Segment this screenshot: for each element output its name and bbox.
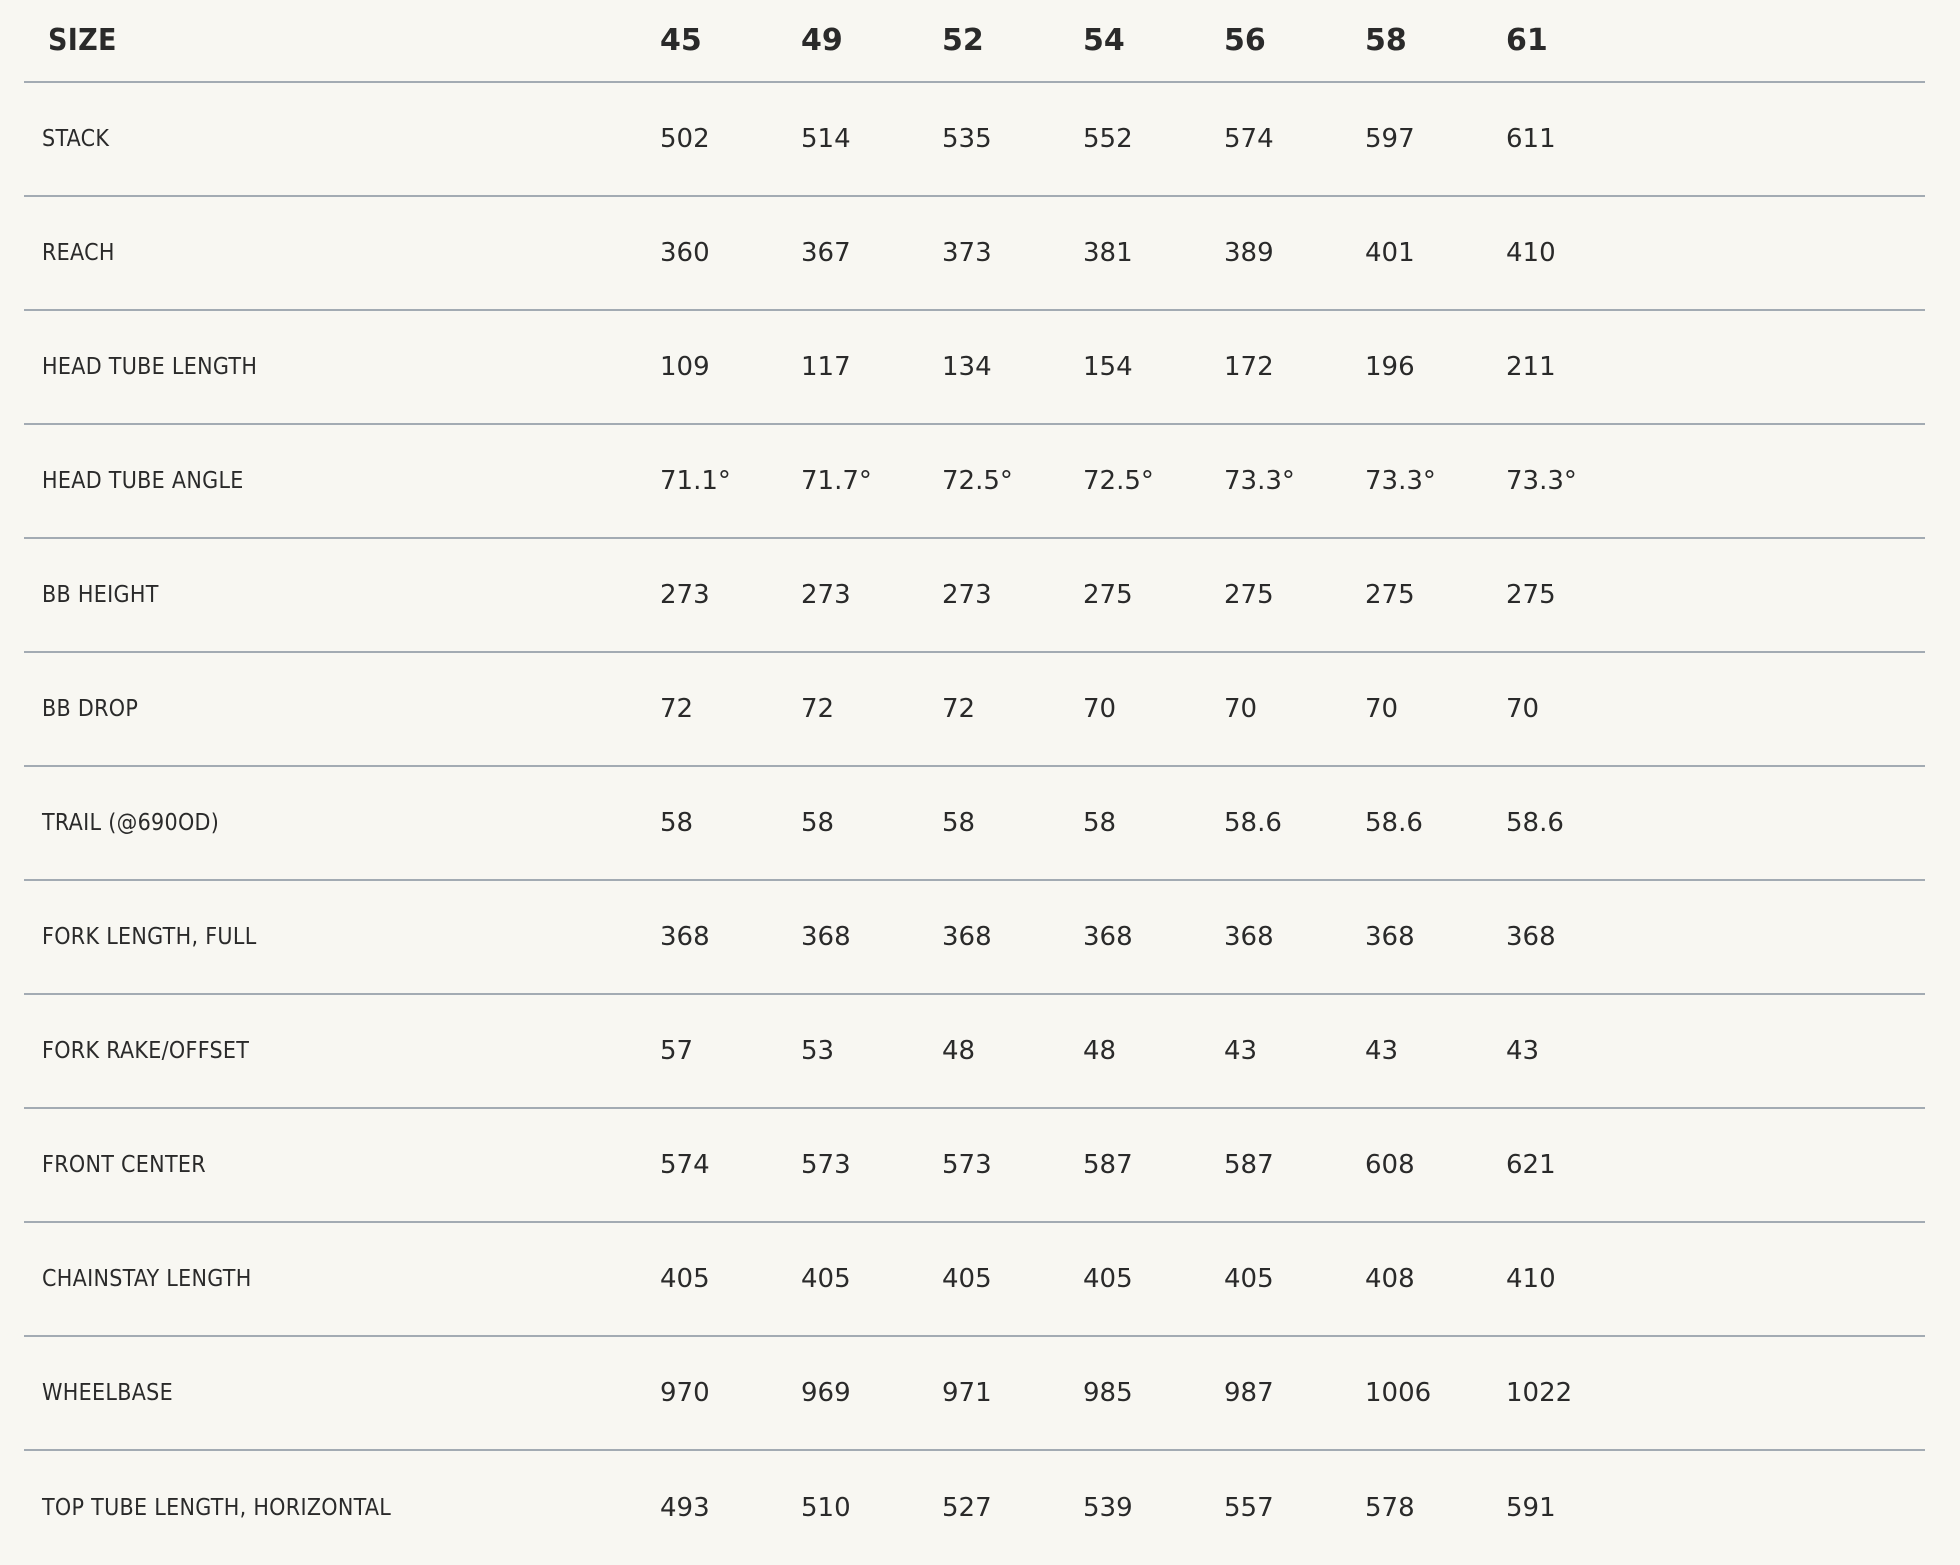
row-label: CHAINSTAY LENGTH — [42, 1266, 252, 1292]
table-cell: 573 — [801, 1150, 851, 1180]
table-cell: 70 — [1083, 694, 1117, 724]
table-cell: 72 — [942, 694, 976, 724]
size-header-45: 45 — [660, 23, 702, 58]
table-cell: 574 — [660, 1150, 710, 1180]
table-cell: 43 — [1506, 1036, 1540, 1066]
table-cell: 368 — [1224, 922, 1274, 952]
table-cell: 73.3° — [1506, 466, 1577, 496]
table-cell: 275 — [1506, 580, 1556, 610]
table-cell: 273 — [801, 580, 851, 610]
table-cell: 389 — [1224, 238, 1274, 268]
table-cell: 117 — [801, 352, 851, 382]
table-row — [24, 425, 1925, 539]
row-label: REACH — [42, 240, 115, 266]
table-cell: 611 — [1506, 124, 1556, 154]
table-cell: 597 — [1365, 124, 1415, 154]
table-cell: 401 — [1365, 238, 1415, 268]
table-cell: 573 — [942, 1150, 992, 1180]
table-cell: 48 — [1083, 1036, 1117, 1066]
table-cell: 502 — [660, 124, 710, 154]
table-cell: 510 — [801, 1493, 851, 1523]
table-cell: 70 — [1224, 694, 1258, 724]
table-cell: 275 — [1083, 580, 1133, 610]
table-cell: 514 — [801, 124, 851, 154]
table-cell: 405 — [942, 1264, 992, 1294]
size-header-49: 49 — [801, 23, 843, 58]
table-cell: 535 — [942, 124, 992, 154]
row-label: STACK — [42, 126, 110, 152]
table-cell: 591 — [1506, 1493, 1556, 1523]
table-cell: 73.3° — [1365, 466, 1436, 496]
table-cell: 273 — [942, 580, 992, 610]
table-cell: 275 — [1224, 580, 1274, 610]
table-cell: 1022 — [1506, 1378, 1573, 1408]
row-label: TRAIL (@690OD) — [42, 810, 220, 836]
table-cell: 621 — [1506, 1150, 1556, 1180]
table-cell: 72.5° — [1083, 466, 1154, 496]
table-cell: 211 — [1506, 352, 1556, 382]
table-cell: 557 — [1224, 1493, 1274, 1523]
size-header-52: 52 — [942, 23, 984, 58]
table-header-row — [24, 0, 1925, 83]
table-row — [24, 653, 1925, 767]
table-cell: 58 — [942, 808, 976, 838]
table-row — [24, 1109, 1925, 1223]
row-label: WHEELBASE — [42, 1380, 173, 1406]
table-cell: 58 — [660, 808, 694, 838]
table-cell: 368 — [942, 922, 992, 952]
table-cell: 172 — [1224, 352, 1274, 382]
table-row — [24, 1451, 1925, 1565]
row-label: TOP TUBE LENGTH, HORIZONTAL — [42, 1495, 392, 1521]
size-header-61: 61 — [1506, 23, 1548, 58]
table-cell: 367 — [801, 238, 851, 268]
table-row — [24, 767, 1925, 881]
table-cell: 405 — [1224, 1264, 1274, 1294]
table-cell: 969 — [801, 1378, 851, 1408]
row-label: BB HEIGHT — [42, 582, 159, 608]
table-cell: 43 — [1224, 1036, 1258, 1066]
size-header-56: 56 — [1224, 23, 1266, 58]
table-cell: 58 — [1083, 808, 1117, 838]
table-cell: 71.7° — [801, 466, 872, 496]
table-row — [24, 197, 1925, 311]
table-cell: 493 — [660, 1493, 710, 1523]
table-cell: 405 — [1083, 1264, 1133, 1294]
table-cell: 71.1° — [660, 466, 731, 496]
table-cell: 405 — [801, 1264, 851, 1294]
table-cell: 273 — [660, 580, 710, 610]
table-cell: 574 — [1224, 124, 1274, 154]
table-cell: 970 — [660, 1378, 710, 1408]
table-cell: 70 — [1365, 694, 1399, 724]
table-cell: 368 — [801, 922, 851, 952]
table-cell: 196 — [1365, 352, 1415, 382]
table-cell: 58.6 — [1506, 808, 1564, 838]
size-header-54: 54 — [1083, 23, 1125, 58]
table-cell: 72 — [801, 694, 835, 724]
table-cell: 1006 — [1365, 1378, 1432, 1408]
table-cell: 608 — [1365, 1150, 1415, 1180]
table-cell: 971 — [942, 1378, 992, 1408]
table-cell: 527 — [942, 1493, 992, 1523]
table-cell: 578 — [1365, 1493, 1415, 1523]
geometry-table — [24, 0, 1925, 1565]
table-cell: 73.3° — [1224, 466, 1295, 496]
table-cell: 70 — [1506, 694, 1540, 724]
table-cell: 360 — [660, 238, 710, 268]
table-cell: 58 — [801, 808, 835, 838]
table-cell: 552 — [1083, 124, 1133, 154]
table-row — [24, 995, 1925, 1109]
table-cell: 985 — [1083, 1378, 1133, 1408]
table-cell: 587 — [1224, 1150, 1274, 1180]
table-cell: 381 — [1083, 238, 1133, 268]
table-row — [24, 539, 1925, 653]
table-cell: 134 — [942, 352, 992, 382]
table-cell: 58.6 — [1224, 808, 1282, 838]
table-row — [24, 1223, 1925, 1337]
table-cell: 987 — [1224, 1378, 1274, 1408]
table-cell: 53 — [801, 1036, 835, 1066]
table-cell: 587 — [1083, 1150, 1133, 1180]
size-header-label: SIZE — [48, 23, 117, 58]
row-label: FRONT CENTER — [42, 1152, 206, 1178]
table-cell: 373 — [942, 238, 992, 268]
table-cell: 368 — [1506, 922, 1556, 952]
table-cell: 154 — [1083, 352, 1133, 382]
table-row — [24, 311, 1925, 425]
row-label: HEAD TUBE ANGLE — [42, 468, 244, 494]
table-cell: 539 — [1083, 1493, 1133, 1523]
row-label: HEAD TUBE LENGTH — [42, 354, 258, 380]
row-label: BB DROP — [42, 696, 139, 722]
table-cell: 410 — [1506, 1264, 1556, 1294]
table-cell: 72 — [660, 694, 694, 724]
table-cell: 368 — [1083, 922, 1133, 952]
row-label: FORK LENGTH, FULL — [42, 924, 257, 950]
table-cell: 109 — [660, 352, 710, 382]
table-cell: 58.6 — [1365, 808, 1423, 838]
row-label: FORK RAKE/OFFSET — [42, 1038, 250, 1064]
table-cell: 48 — [942, 1036, 976, 1066]
table-cell: 57 — [660, 1036, 694, 1066]
table-row — [24, 1337, 1925, 1451]
table-cell: 405 — [660, 1264, 710, 1294]
table-cell: 410 — [1506, 238, 1556, 268]
table-row — [24, 881, 1925, 995]
table-cell: 72.5° — [942, 466, 1013, 496]
table-cell: 408 — [1365, 1264, 1415, 1294]
table-cell: 368 — [1365, 922, 1415, 952]
table-cell: 368 — [660, 922, 710, 952]
table-cell: 275 — [1365, 580, 1415, 610]
table-cell: 43 — [1365, 1036, 1399, 1066]
size-header-58: 58 — [1365, 23, 1407, 58]
table-row — [24, 83, 1925, 197]
